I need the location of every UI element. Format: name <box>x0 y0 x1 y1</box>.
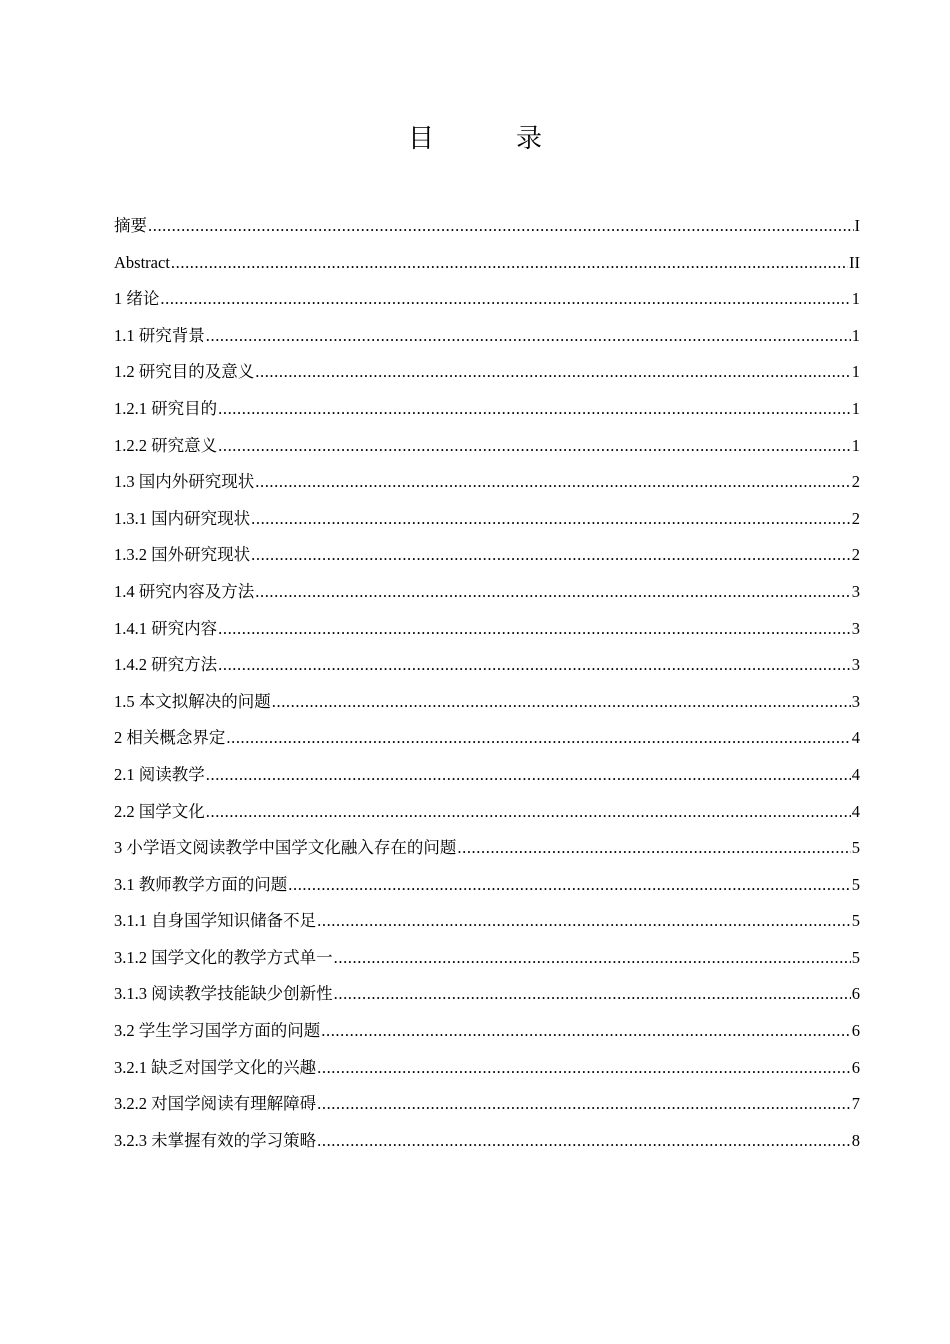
toc-entry[interactable] <box>114 871 860 908</box>
toc-page-number: 1 <box>851 398 860 418</box>
toc-entry-title: 3.1.2 国学文化的教学方式单一 <box>114 947 333 967</box>
toc-page-number: 6 <box>851 1057 860 1077</box>
toc-dot-leader <box>226 724 850 752</box>
toc-entry[interactable] <box>114 761 860 798</box>
toc-entry[interactable] <box>114 1127 860 1164</box>
toc-dot-leader <box>288 871 851 899</box>
toc-page-number: 1 <box>851 289 860 309</box>
toc-entry[interactable] <box>114 432 860 469</box>
toc-entry-title: 1.4.2 研究方法 <box>114 655 218 675</box>
toc-entry[interactable] <box>114 907 860 944</box>
toc-entry-title: 摘要 <box>114 216 147 235</box>
table-of-contents <box>114 212 860 1163</box>
toc-entry[interactable] <box>114 322 860 359</box>
toc-page-number: 5 <box>851 874 860 894</box>
toc-dot-leader <box>317 907 851 935</box>
toc-entry[interactable] <box>114 834 860 871</box>
toc-page-number: 5 <box>851 947 860 967</box>
toc-entry[interactable] <box>114 468 860 505</box>
toc-dot-leader <box>317 1090 851 1118</box>
toc-entry[interactable] <box>114 944 860 981</box>
toc-dot-leader <box>206 761 851 789</box>
toc-entry[interactable] <box>114 651 860 688</box>
toc-page-number: 2 <box>851 508 860 528</box>
toc-dot-leader <box>148 212 854 240</box>
toc-dot-leader <box>251 541 851 569</box>
toc-page-number: 1 <box>851 325 860 345</box>
toc-entry-title: 1.5 本文拟解决的问题 <box>114 691 271 711</box>
toc-entry[interactable] <box>114 1054 860 1091</box>
toc-entry[interactable] <box>114 212 860 249</box>
toc-entry[interactable] <box>114 541 860 578</box>
toc-page-number: 5 <box>851 838 860 858</box>
toc-entry[interactable] <box>114 249 860 286</box>
toc-entry-title: 1.2.2 研究意义 <box>114 435 218 455</box>
toc-dot-leader <box>334 980 851 1008</box>
toc-dot-leader <box>218 395 851 423</box>
toc-entry[interactable] <box>114 1017 860 1054</box>
toc-page-number: 6 <box>851 984 860 1004</box>
toc-entry-title: 1.3.1 国内研究现状 <box>114 508 251 528</box>
toc-page-number: 1 <box>851 435 860 455</box>
toc-entry[interactable] <box>114 285 860 322</box>
toc-entry[interactable] <box>114 615 860 652</box>
toc-page-number: II <box>849 252 860 272</box>
toc-entry-title: 3.1 教师教学方面的问题 <box>114 874 288 894</box>
toc-dot-leader <box>218 615 851 643</box>
toc-dot-leader <box>321 1017 851 1045</box>
toc-entry-title: 3 小学语文阅读教学中国学文化融入存在的问题 <box>114 838 457 858</box>
toc-entry-title: 1.3.2 国外研究现状 <box>114 545 251 565</box>
toc-entry[interactable] <box>114 798 860 835</box>
toc-entry-title: 3.1.3 阅读教学技能缺少创新性 <box>114 984 333 1004</box>
toc-dot-leader <box>317 1127 851 1155</box>
toc-page-number: 4 <box>851 728 860 748</box>
toc-dot-leader <box>171 249 848 277</box>
toc-entry-title: 1.3 国内外研究现状 <box>114 472 255 492</box>
toc-dot-leader <box>218 651 851 679</box>
toc-entry-title: 1.4 研究内容及方法 <box>114 581 255 601</box>
toc-page-number: 3 <box>851 691 860 711</box>
toc-entry[interactable] <box>114 358 860 395</box>
toc-dot-leader <box>218 432 851 460</box>
toc-entry-title: Abstract <box>114 252 170 272</box>
toc-page-number: 5 <box>851 911 860 931</box>
toc-entry-title: 3.2.1 缺乏对国学文化的兴趣 <box>114 1057 317 1077</box>
toc-entry-title: 2.1 阅读教学 <box>114 764 205 784</box>
toc-page-number: 8 <box>851 1130 860 1150</box>
toc-page-number: 6 <box>851 1021 860 1041</box>
toc-entry-title: 3.2.3 未掌握有效的学习策略 <box>114 1130 317 1150</box>
toc-title: 目 录 <box>407 124 570 154</box>
toc-dot-leader <box>255 358 851 386</box>
toc-page-number: 2 <box>851 472 860 492</box>
toc-dot-leader <box>160 285 850 313</box>
toc-entry-title: 1.2.1 研究目的 <box>114 398 218 418</box>
toc-entry-title: 1.2 研究目的及意义 <box>114 362 255 382</box>
toc-entry[interactable] <box>114 688 860 725</box>
toc-page-number: 4 <box>851 764 860 784</box>
toc-entry-title: 1.4.1 研究内容 <box>114 618 218 638</box>
toc-entry-title: 3.2.2 对国学阅读有理解障碍 <box>114 1094 317 1114</box>
toc-entry-title: 1 绪论 <box>114 289 160 309</box>
toc-page-number: 2 <box>851 545 860 565</box>
toc-page-number: 3 <box>851 581 860 601</box>
toc-entry[interactable] <box>114 980 860 1017</box>
toc-entry[interactable] <box>114 505 860 542</box>
toc-entry-title: 1.1 研究背景 <box>114 325 205 345</box>
toc-page-number: 3 <box>851 618 860 638</box>
toc-dot-leader <box>272 688 851 716</box>
toc-page-number: 1 <box>851 362 860 382</box>
toc-dot-leader <box>206 798 851 826</box>
toc-entry-title: 3.2 学生学习国学方面的问题 <box>114 1021 321 1041</box>
toc-dot-leader <box>255 468 851 496</box>
toc-entry-title: 2 相关概念界定 <box>114 728 226 748</box>
toc-dot-leader <box>251 505 851 533</box>
toc-entry[interactable] <box>114 395 860 432</box>
toc-page-number: I <box>854 216 860 235</box>
toc-entry[interactable] <box>114 724 860 761</box>
toc-dot-leader <box>457 834 850 862</box>
toc-page-number: 3 <box>851 655 860 675</box>
toc-entry-title: 3.1.1 自身国学知识储备不足 <box>114 911 317 931</box>
toc-entry[interactable] <box>114 578 860 615</box>
toc-dot-leader <box>317 1054 851 1082</box>
toc-dot-leader <box>206 322 851 350</box>
toc-entry-title: 2.2 国学文化 <box>114 801 205 821</box>
toc-dot-leader <box>334 944 851 972</box>
toc-dot-leader <box>255 578 851 606</box>
toc-page-number: 4 <box>851 801 860 821</box>
toc-page-number: 7 <box>851 1094 860 1114</box>
toc-entry[interactable] <box>114 1090 860 1127</box>
